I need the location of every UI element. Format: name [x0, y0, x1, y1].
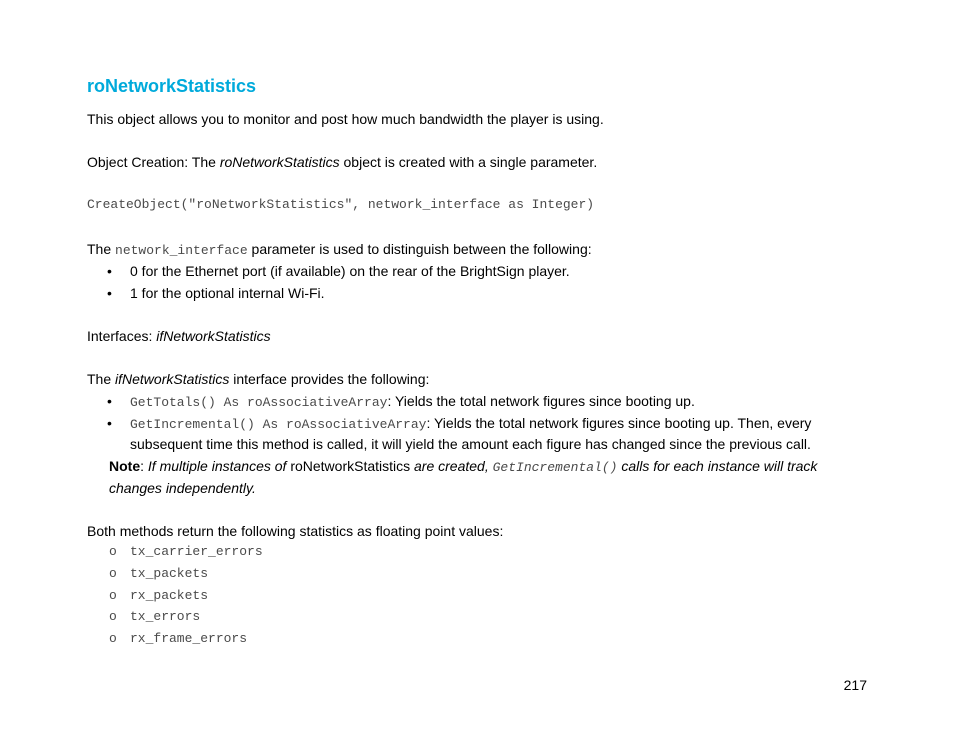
- stat-marker: o: [109, 566, 117, 581]
- note-label: Note: [109, 458, 141, 474]
- param-code: network_interface: [115, 243, 248, 258]
- method-description: : Yields the total network figures since booting up. Then, every: [426, 415, 812, 431]
- intro-paragraph: This object allows you to monitor and post how much bandwidth the player is using.: [87, 111, 604, 127]
- note-paragraph: [109, 455, 817, 479]
- stats-intro-paragraph: Both methods return the following statistics as floating point values:: [87, 523, 504, 539]
- interface-intro-prefix: The: [87, 371, 116, 387]
- code-sample: CreateObject("roNetworkStatistics", network_interface as Integer): [87, 197, 595, 212]
- param-prefix: The: [87, 241, 116, 257]
- stat-marker: o: [109, 609, 117, 624]
- param-bullet-item: 0 for the Ethernet port (if available) on the rear of the BrightSign player.: [130, 263, 570, 279]
- interface-intro-suffix: interface provides the following:: [229, 371, 430, 387]
- stat-item: rx_packets: [130, 588, 209, 603]
- param-paragraph: [87, 238, 592, 262]
- note-code: GetIncremental(): [492, 460, 618, 475]
- interface-intro-paragraph: [87, 368, 429, 390]
- param-bullet-item: 1 for the optional internal Wi-Fi.: [130, 285, 325, 301]
- stat-marker: o: [109, 544, 117, 559]
- stat-marker: o: [109, 588, 117, 603]
- stat-marker: o: [109, 631, 117, 646]
- method-signature: GetTotals() As roAssociativeArray: [130, 395, 388, 410]
- stat-item: tx_errors: [130, 609, 201, 624]
- method-description-continued: subsequent time this method is called, it will yield the amount each figure has changed since the previous call.: [130, 436, 811, 452]
- stat-item: tx_packets: [130, 566, 209, 581]
- method-item: [130, 390, 695, 414]
- note-text-part4: changes independently.: [109, 480, 256, 496]
- bullet-marker: •: [107, 415, 112, 431]
- interfaces-label: Interfaces:: [87, 328, 157, 344]
- creation-suffix: object is created with a single parameter.: [339, 154, 598, 170]
- method-signature: GetIncremental() As roAssociativeArray: [130, 417, 427, 432]
- param-suffix: parameter is used to distinguish between the following:: [247, 241, 592, 257]
- bullet-marker: •: [107, 263, 112, 279]
- creation-object-name: roNetworkStatistics: [219, 154, 340, 170]
- interfaces-paragraph: [87, 325, 271, 347]
- creation-prefix: Object Creation: The: [87, 154, 220, 170]
- bullet-marker: •: [107, 393, 112, 409]
- bullet-marker: •: [107, 285, 112, 301]
- note-text-part2: are created,: [410, 458, 493, 474]
- stat-item: rx_frame_errors: [130, 631, 248, 646]
- method-description: : Yields the total network figures since booting up.: [387, 393, 695, 409]
- note-colon: :: [140, 458, 148, 474]
- page-title: roNetworkStatistics: [87, 76, 257, 96]
- interfaces-name: ifNetworkStatistics: [156, 328, 271, 344]
- note-object-name: roNetworkStatistics: [290, 458, 411, 474]
- note-text-part1: If multiple instances of: [147, 458, 291, 474]
- interface-intro-name: ifNetworkStatistics: [115, 371, 230, 387]
- document-page: [87, 0, 877, 738]
- stat-item: tx_carrier_errors: [130, 544, 263, 559]
- page-number: 217: [843, 677, 867, 693]
- note-text-part3: calls for each instance will track: [617, 458, 818, 474]
- creation-paragraph: [87, 151, 597, 173]
